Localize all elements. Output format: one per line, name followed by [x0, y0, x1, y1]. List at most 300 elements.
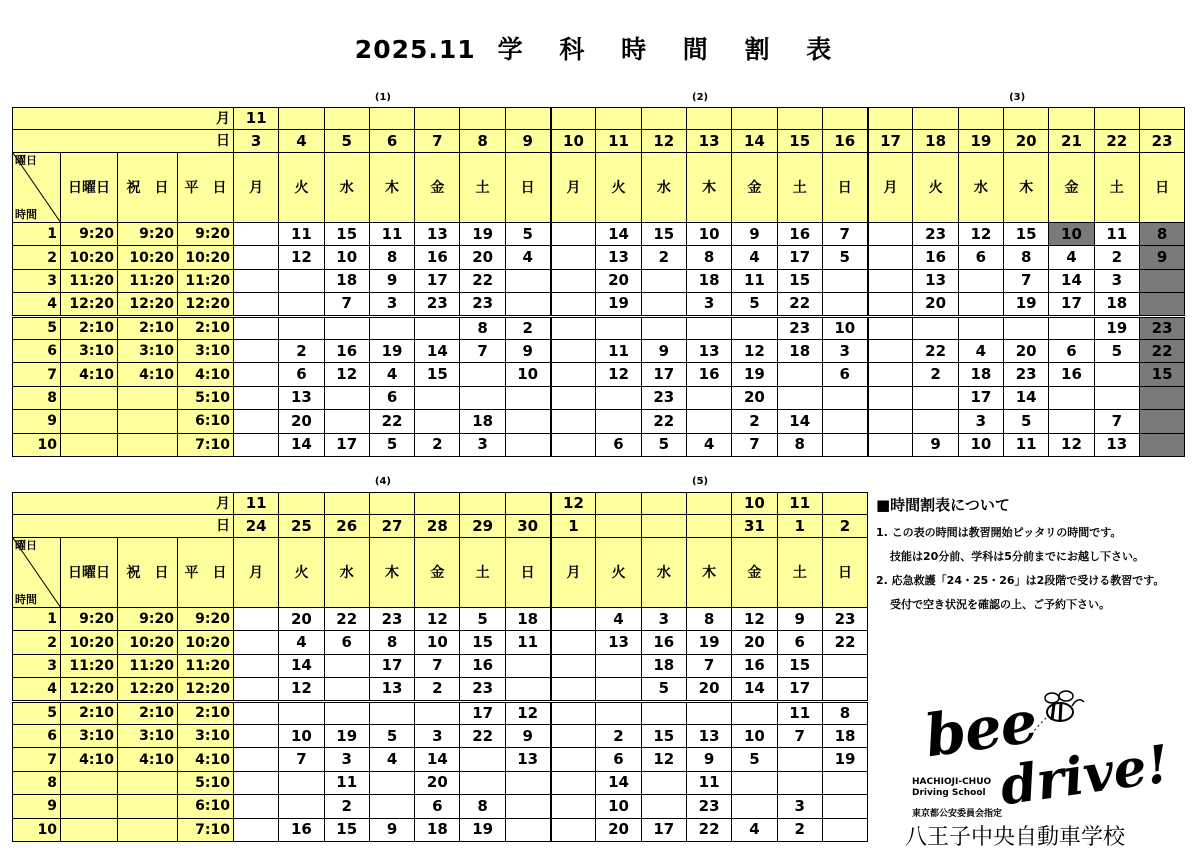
- lesson-cell: [234, 339, 279, 362]
- col-header-holiday: 祝 日: [118, 538, 178, 608]
- month-cell: [369, 108, 414, 130]
- lesson-cell: 6: [596, 748, 641, 771]
- lesson-cell: [686, 316, 731, 339]
- lesson-cell: 11: [324, 771, 369, 794]
- day-cell: 5: [324, 130, 369, 153]
- day-cell: 29: [460, 515, 505, 538]
- lesson-cell: [732, 795, 777, 818]
- weekday-cell: 金: [415, 153, 460, 223]
- lesson-cell: [279, 316, 324, 339]
- school-logo: [900, 680, 1173, 850]
- weekday-cell: 月: [234, 538, 279, 608]
- day-cell: 18: [913, 130, 958, 153]
- lesson-cell: 5: [641, 433, 686, 456]
- lesson-cell: [415, 701, 460, 724]
- lesson-cell: [1139, 386, 1184, 409]
- lesson-cell: [641, 795, 686, 818]
- time-sunday: 11:20: [61, 654, 118, 677]
- lesson-cell: 10: [596, 795, 641, 818]
- day-cell: 20: [1004, 130, 1049, 153]
- weekday-cell: 水: [958, 153, 1003, 223]
- lesson-cell: 4: [369, 363, 414, 386]
- weekday-cell: 月: [868, 153, 913, 223]
- lesson-cell: 5: [732, 748, 777, 771]
- lesson-cell: 17: [1049, 293, 1094, 316]
- lesson-cell: 12: [641, 748, 686, 771]
- day-cell: 4: [279, 130, 324, 153]
- period-number: 10: [13, 433, 61, 456]
- table-row: [13, 701, 868, 724]
- weekday-cell: 土: [1094, 153, 1139, 223]
- section-label: (3): [1009, 92, 1026, 103]
- lesson-cell: [1049, 410, 1094, 433]
- lesson-cell: 10: [1049, 223, 1094, 246]
- day-cell: 12: [641, 130, 686, 153]
- lesson-cell: 4: [686, 433, 731, 456]
- lesson-cell: [686, 410, 731, 433]
- day-cell: 14: [732, 130, 777, 153]
- month-cell: [958, 108, 1003, 130]
- lesson-cell: 20: [279, 608, 324, 631]
- lesson-cell: [868, 269, 913, 292]
- lesson-cell: 17: [324, 433, 369, 456]
- month-cell: [641, 493, 686, 515]
- lesson-cell: [641, 293, 686, 316]
- lesson-cell: [868, 363, 913, 386]
- lesson-cell: 6: [415, 795, 460, 818]
- weekday-cell: 水: [324, 538, 369, 608]
- time-holiday: 12:20: [118, 293, 178, 316]
- period-number: 6: [13, 339, 61, 362]
- lesson-cell: [913, 386, 958, 409]
- lesson-cell: 8: [1139, 223, 1184, 246]
- lesson-cell: [913, 410, 958, 433]
- lesson-cell: [234, 795, 279, 818]
- lesson-cell: [369, 795, 414, 818]
- lesson-cell: [868, 410, 913, 433]
- lesson-cell: 10: [505, 363, 550, 386]
- lesson-cell: 3: [1094, 269, 1139, 292]
- lesson-cell: 14: [777, 410, 822, 433]
- lesson-cell: [324, 701, 369, 724]
- lesson-cell: [234, 818, 279, 841]
- month-cell: [1049, 108, 1094, 130]
- lesson-cell: [1049, 316, 1094, 339]
- period-number: 5: [13, 316, 61, 339]
- title-text: 学 科 時 間 割 表: [497, 35, 846, 64]
- lesson-cell: [551, 818, 596, 841]
- lesson-cell: [505, 678, 550, 701]
- lesson-cell: [868, 339, 913, 362]
- lesson-cell: [234, 293, 279, 316]
- lesson-cell: [279, 269, 324, 292]
- notes-panel: [876, 494, 1196, 617]
- time-sunday: [61, 771, 118, 794]
- lesson-cell: [234, 701, 279, 724]
- lesson-cell: 13: [505, 748, 550, 771]
- lesson-cell: 12: [415, 608, 460, 631]
- lesson-cell: 3: [958, 410, 1003, 433]
- time-holiday: 2:10: [118, 316, 178, 339]
- month-cell: 11: [234, 108, 279, 130]
- lesson-cell: 6: [596, 433, 641, 456]
- lesson-cell: 3: [777, 795, 822, 818]
- time-holiday: [118, 795, 178, 818]
- lesson-cell: [234, 771, 279, 794]
- lesson-cell: 22: [1139, 339, 1184, 362]
- logo-eng-1: HACHIOJI-CHUO: [912, 777, 992, 787]
- lesson-cell: [551, 293, 596, 316]
- lesson-cell: [234, 316, 279, 339]
- logo-school-name: 八王子中央自動車学校: [905, 825, 1126, 850]
- section-label: (2): [692, 92, 709, 103]
- day-cell: 31: [732, 515, 777, 538]
- lesson-cell: 19: [686, 631, 731, 654]
- day-cell: 19: [958, 130, 1003, 153]
- month-cell: [505, 493, 550, 515]
- lesson-cell: 20: [596, 269, 641, 292]
- lesson-cell: 7: [732, 433, 777, 456]
- time-sunday: [61, 795, 118, 818]
- lesson-cell: [868, 386, 913, 409]
- lesson-cell: 10: [324, 246, 369, 269]
- month-cell: 11: [234, 493, 279, 515]
- lesson-cell: 5: [460, 608, 505, 631]
- month-cell: [686, 108, 731, 130]
- lesson-cell: 7: [1004, 269, 1049, 292]
- time-sunday: 12:20: [61, 678, 118, 701]
- lesson-cell: [641, 269, 686, 292]
- lesson-cell: 8: [777, 433, 822, 456]
- lesson-cell: 2: [641, 246, 686, 269]
- lesson-cell: 18: [958, 363, 1003, 386]
- lesson-cell: 6: [822, 363, 867, 386]
- weekday-cell: 火: [913, 153, 958, 223]
- lesson-cell: 4: [958, 339, 1003, 362]
- lesson-cell: 10: [732, 724, 777, 747]
- lesson-cell: [551, 724, 596, 747]
- time-sunday: 3:10: [61, 724, 118, 747]
- lesson-cell: 9: [369, 269, 414, 292]
- day-cell: 11: [596, 130, 641, 153]
- lesson-cell: 23: [460, 678, 505, 701]
- lesson-cell: 11: [369, 223, 414, 246]
- bee-icon: [1030, 684, 1090, 734]
- lesson-cell: [551, 748, 596, 771]
- day-cell: 30: [505, 515, 550, 538]
- notes-title: ■時間割表について: [876, 496, 1010, 514]
- weekday-cell: 金: [415, 538, 460, 608]
- lesson-cell: 2: [505, 316, 550, 339]
- time-weekday: 10:20: [178, 246, 234, 269]
- weekday-cell: 火: [596, 538, 641, 608]
- lesson-cell: [822, 433, 867, 456]
- lesson-cell: [822, 410, 867, 433]
- lesson-cell: 11: [777, 701, 822, 724]
- lesson-cell: [551, 771, 596, 794]
- lesson-cell: 9: [732, 223, 777, 246]
- lesson-cell: 17: [641, 818, 686, 841]
- time-holiday: 12:20: [118, 678, 178, 701]
- lesson-cell: 22: [324, 608, 369, 631]
- lesson-cell: [460, 386, 505, 409]
- table-row: [13, 818, 868, 841]
- timetable-block-2: [12, 492, 868, 842]
- day-cell: 13: [686, 130, 731, 153]
- lesson-cell: 7: [279, 748, 324, 771]
- lesson-cell: [279, 293, 324, 316]
- day-cell: 16: [822, 130, 867, 153]
- lesson-cell: [777, 771, 822, 794]
- time-weekday: 9:20: [178, 608, 234, 631]
- day-cell: 24: [234, 515, 279, 538]
- lesson-cell: 17: [415, 269, 460, 292]
- lesson-cell: [596, 410, 641, 433]
- lesson-cell: [686, 386, 731, 409]
- lesson-cell: 9: [505, 724, 550, 747]
- table-row: [13, 223, 1185, 246]
- lesson-cell: 22: [460, 269, 505, 292]
- lesson-cell: 2: [279, 339, 324, 362]
- period-number: 2: [13, 631, 61, 654]
- note-line-1: 1. この表の時間は教習開始ピッタリの時間です。: [876, 526, 1122, 539]
- weekday-cell: 木: [686, 538, 731, 608]
- table-row: [13, 363, 1185, 386]
- timetable-block-1: [12, 107, 1185, 457]
- time-sunday: 9:20: [61, 223, 118, 246]
- month-cell: 10: [732, 493, 777, 515]
- time-weekday: 7:10: [178, 433, 234, 456]
- time-weekday: 7:10: [178, 818, 234, 841]
- lesson-cell: 10: [822, 316, 867, 339]
- lesson-cell: 16: [279, 818, 324, 841]
- lesson-cell: 23: [822, 608, 867, 631]
- lesson-cell: 9: [777, 608, 822, 631]
- lesson-cell: 14: [596, 771, 641, 794]
- period-number: 8: [13, 771, 61, 794]
- month-cell: [324, 108, 369, 130]
- lesson-cell: 16: [777, 223, 822, 246]
- lesson-cell: 3: [324, 748, 369, 771]
- weekday-cell: 火: [596, 153, 641, 223]
- period-number: 4: [13, 678, 61, 701]
- table-row: [13, 748, 868, 771]
- lesson-cell: 7: [415, 654, 460, 677]
- time-weekday: 10:20: [178, 631, 234, 654]
- time-holiday: 4:10: [118, 363, 178, 386]
- lesson-cell: [868, 433, 913, 456]
- lesson-cell: 13: [596, 631, 641, 654]
- lesson-cell: 7: [686, 654, 731, 677]
- lesson-cell: 2: [415, 433, 460, 456]
- day-cell: [686, 515, 731, 538]
- lesson-cell: 2: [596, 724, 641, 747]
- period-number: 8: [13, 386, 61, 409]
- lesson-cell: 8: [460, 316, 505, 339]
- table-row: [13, 771, 868, 794]
- table-row: [13, 410, 1185, 433]
- lesson-cell: 3: [369, 293, 414, 316]
- table-row: [13, 316, 1185, 339]
- lesson-cell: 19: [460, 818, 505, 841]
- time-sunday: 2:10: [61, 316, 118, 339]
- lesson-cell: [551, 608, 596, 631]
- lesson-cell: 18: [415, 818, 460, 841]
- lesson-cell: 19: [596, 293, 641, 316]
- table-row: [13, 246, 1185, 269]
- lesson-cell: 6: [279, 363, 324, 386]
- lesson-cell: [777, 748, 822, 771]
- weekday-cell: 土: [460, 538, 505, 608]
- lesson-cell: [777, 386, 822, 409]
- time-sunday: 3:10: [61, 339, 118, 362]
- lesson-cell: [868, 316, 913, 339]
- logo-eng-2: Driving School: [912, 788, 986, 798]
- table-row: [13, 386, 1185, 409]
- lesson-cell: 18: [777, 339, 822, 362]
- table-row: [13, 654, 868, 677]
- lesson-cell: [822, 654, 867, 677]
- time-weekday: 3:10: [178, 339, 234, 362]
- time-holiday: [118, 410, 178, 433]
- header-corner: [13, 538, 61, 608]
- note-line-3: 2. 応急救護「24・25・26」は2段階で受ける教習です。: [876, 574, 1165, 587]
- time-sunday: 2:10: [61, 701, 118, 724]
- lesson-cell: 23: [913, 223, 958, 246]
- day-cell: 9: [505, 130, 550, 153]
- lesson-cell: [1139, 410, 1184, 433]
- lesson-cell: 12: [279, 678, 324, 701]
- lesson-cell: 8: [369, 631, 414, 654]
- lesson-cell: 3: [641, 608, 686, 631]
- month-cell: [505, 108, 550, 130]
- lesson-cell: [234, 654, 279, 677]
- lesson-cell: 19: [732, 363, 777, 386]
- lesson-cell: [505, 410, 550, 433]
- lesson-cell: 19: [324, 724, 369, 747]
- lesson-cell: 15: [777, 269, 822, 292]
- month-cell: [686, 493, 731, 515]
- day-cell: 28: [415, 515, 460, 538]
- lesson-cell: [324, 410, 369, 433]
- lesson-cell: [958, 293, 1003, 316]
- corner-jikan: 時間: [15, 593, 37, 606]
- logo-drive: drive!: [996, 733, 1173, 818]
- lesson-cell: [551, 246, 596, 269]
- lesson-cell: 13: [686, 339, 731, 362]
- lesson-cell: [551, 410, 596, 433]
- lesson-cell: [551, 269, 596, 292]
- lesson-cell: 14: [732, 678, 777, 701]
- lesson-cell: 20: [1004, 339, 1049, 362]
- lesson-cell: 8: [460, 795, 505, 818]
- logo-cert: 東京都公安委員会指定: [912, 809, 1003, 819]
- lesson-cell: 11: [686, 771, 731, 794]
- lesson-cell: 9: [1139, 246, 1184, 269]
- lesson-cell: 11: [1004, 433, 1049, 456]
- lesson-cell: 18: [686, 269, 731, 292]
- lesson-cell: 16: [686, 363, 731, 386]
- lesson-cell: 4: [505, 246, 550, 269]
- lesson-cell: 10: [415, 631, 460, 654]
- lesson-cell: [551, 701, 596, 724]
- corner-youbi: 曜日: [15, 539, 37, 552]
- weekday-cell: 月: [234, 153, 279, 223]
- lesson-cell: 22: [913, 339, 958, 362]
- lesson-cell: 14: [415, 748, 460, 771]
- lesson-cell: [551, 386, 596, 409]
- lesson-cell: 8: [369, 246, 414, 269]
- table-row: [13, 724, 868, 747]
- note-line-2: 技能は20分前、学科は5分前までにお越し下さい。: [890, 550, 1144, 563]
- lesson-cell: 5: [505, 223, 550, 246]
- day-cell: 15: [777, 130, 822, 153]
- table-row: [13, 433, 1185, 456]
- month-cell: [732, 108, 777, 130]
- lesson-cell: [1094, 363, 1139, 386]
- lesson-cell: 8: [1004, 246, 1049, 269]
- lesson-cell: [460, 771, 505, 794]
- lesson-cell: 10: [958, 433, 1003, 456]
- lesson-cell: 19: [460, 223, 505, 246]
- lesson-cell: [732, 316, 777, 339]
- lesson-cell: 4: [732, 246, 777, 269]
- month-label: 月: [13, 108, 234, 130]
- lesson-cell: [505, 433, 550, 456]
- lesson-cell: 2: [777, 818, 822, 841]
- weekday-cell: 日: [505, 538, 550, 608]
- month-cell: [551, 108, 596, 130]
- day-cell: [596, 515, 641, 538]
- period-number: 7: [13, 363, 61, 386]
- day-cell: 7: [415, 130, 460, 153]
- day-cell: [641, 515, 686, 538]
- lesson-cell: 15: [777, 654, 822, 677]
- lesson-cell: [234, 631, 279, 654]
- day-cell: 8: [460, 130, 505, 153]
- period-number: 6: [13, 724, 61, 747]
- month-cell: [279, 493, 324, 515]
- lesson-cell: [234, 386, 279, 409]
- month-cell: [1139, 108, 1184, 130]
- day-cell: 3: [234, 130, 279, 153]
- weekday-cell: 水: [324, 153, 369, 223]
- lesson-cell: 12: [958, 223, 1003, 246]
- col-header-holiday: 祝 日: [118, 153, 178, 223]
- lesson-cell: [551, 363, 596, 386]
- lesson-cell: 18: [1094, 293, 1139, 316]
- lesson-cell: [234, 724, 279, 747]
- lesson-cell: [369, 771, 414, 794]
- month-cell: [868, 108, 913, 130]
- lesson-cell: [596, 654, 641, 677]
- time-holiday: 2:10: [118, 701, 178, 724]
- day-cell: 25: [279, 515, 324, 538]
- period-number: 1: [13, 223, 61, 246]
- lesson-cell: [1139, 433, 1184, 456]
- lesson-cell: 17: [460, 701, 505, 724]
- lesson-cell: 9: [505, 339, 550, 362]
- lesson-cell: [1139, 293, 1184, 316]
- lesson-cell: [777, 363, 822, 386]
- lesson-cell: 3: [822, 339, 867, 362]
- day-cell: 1: [777, 515, 822, 538]
- time-sunday: [61, 818, 118, 841]
- lesson-cell: [596, 316, 641, 339]
- lesson-cell: [369, 316, 414, 339]
- lesson-cell: 20: [279, 410, 324, 433]
- period-number: 7: [13, 748, 61, 771]
